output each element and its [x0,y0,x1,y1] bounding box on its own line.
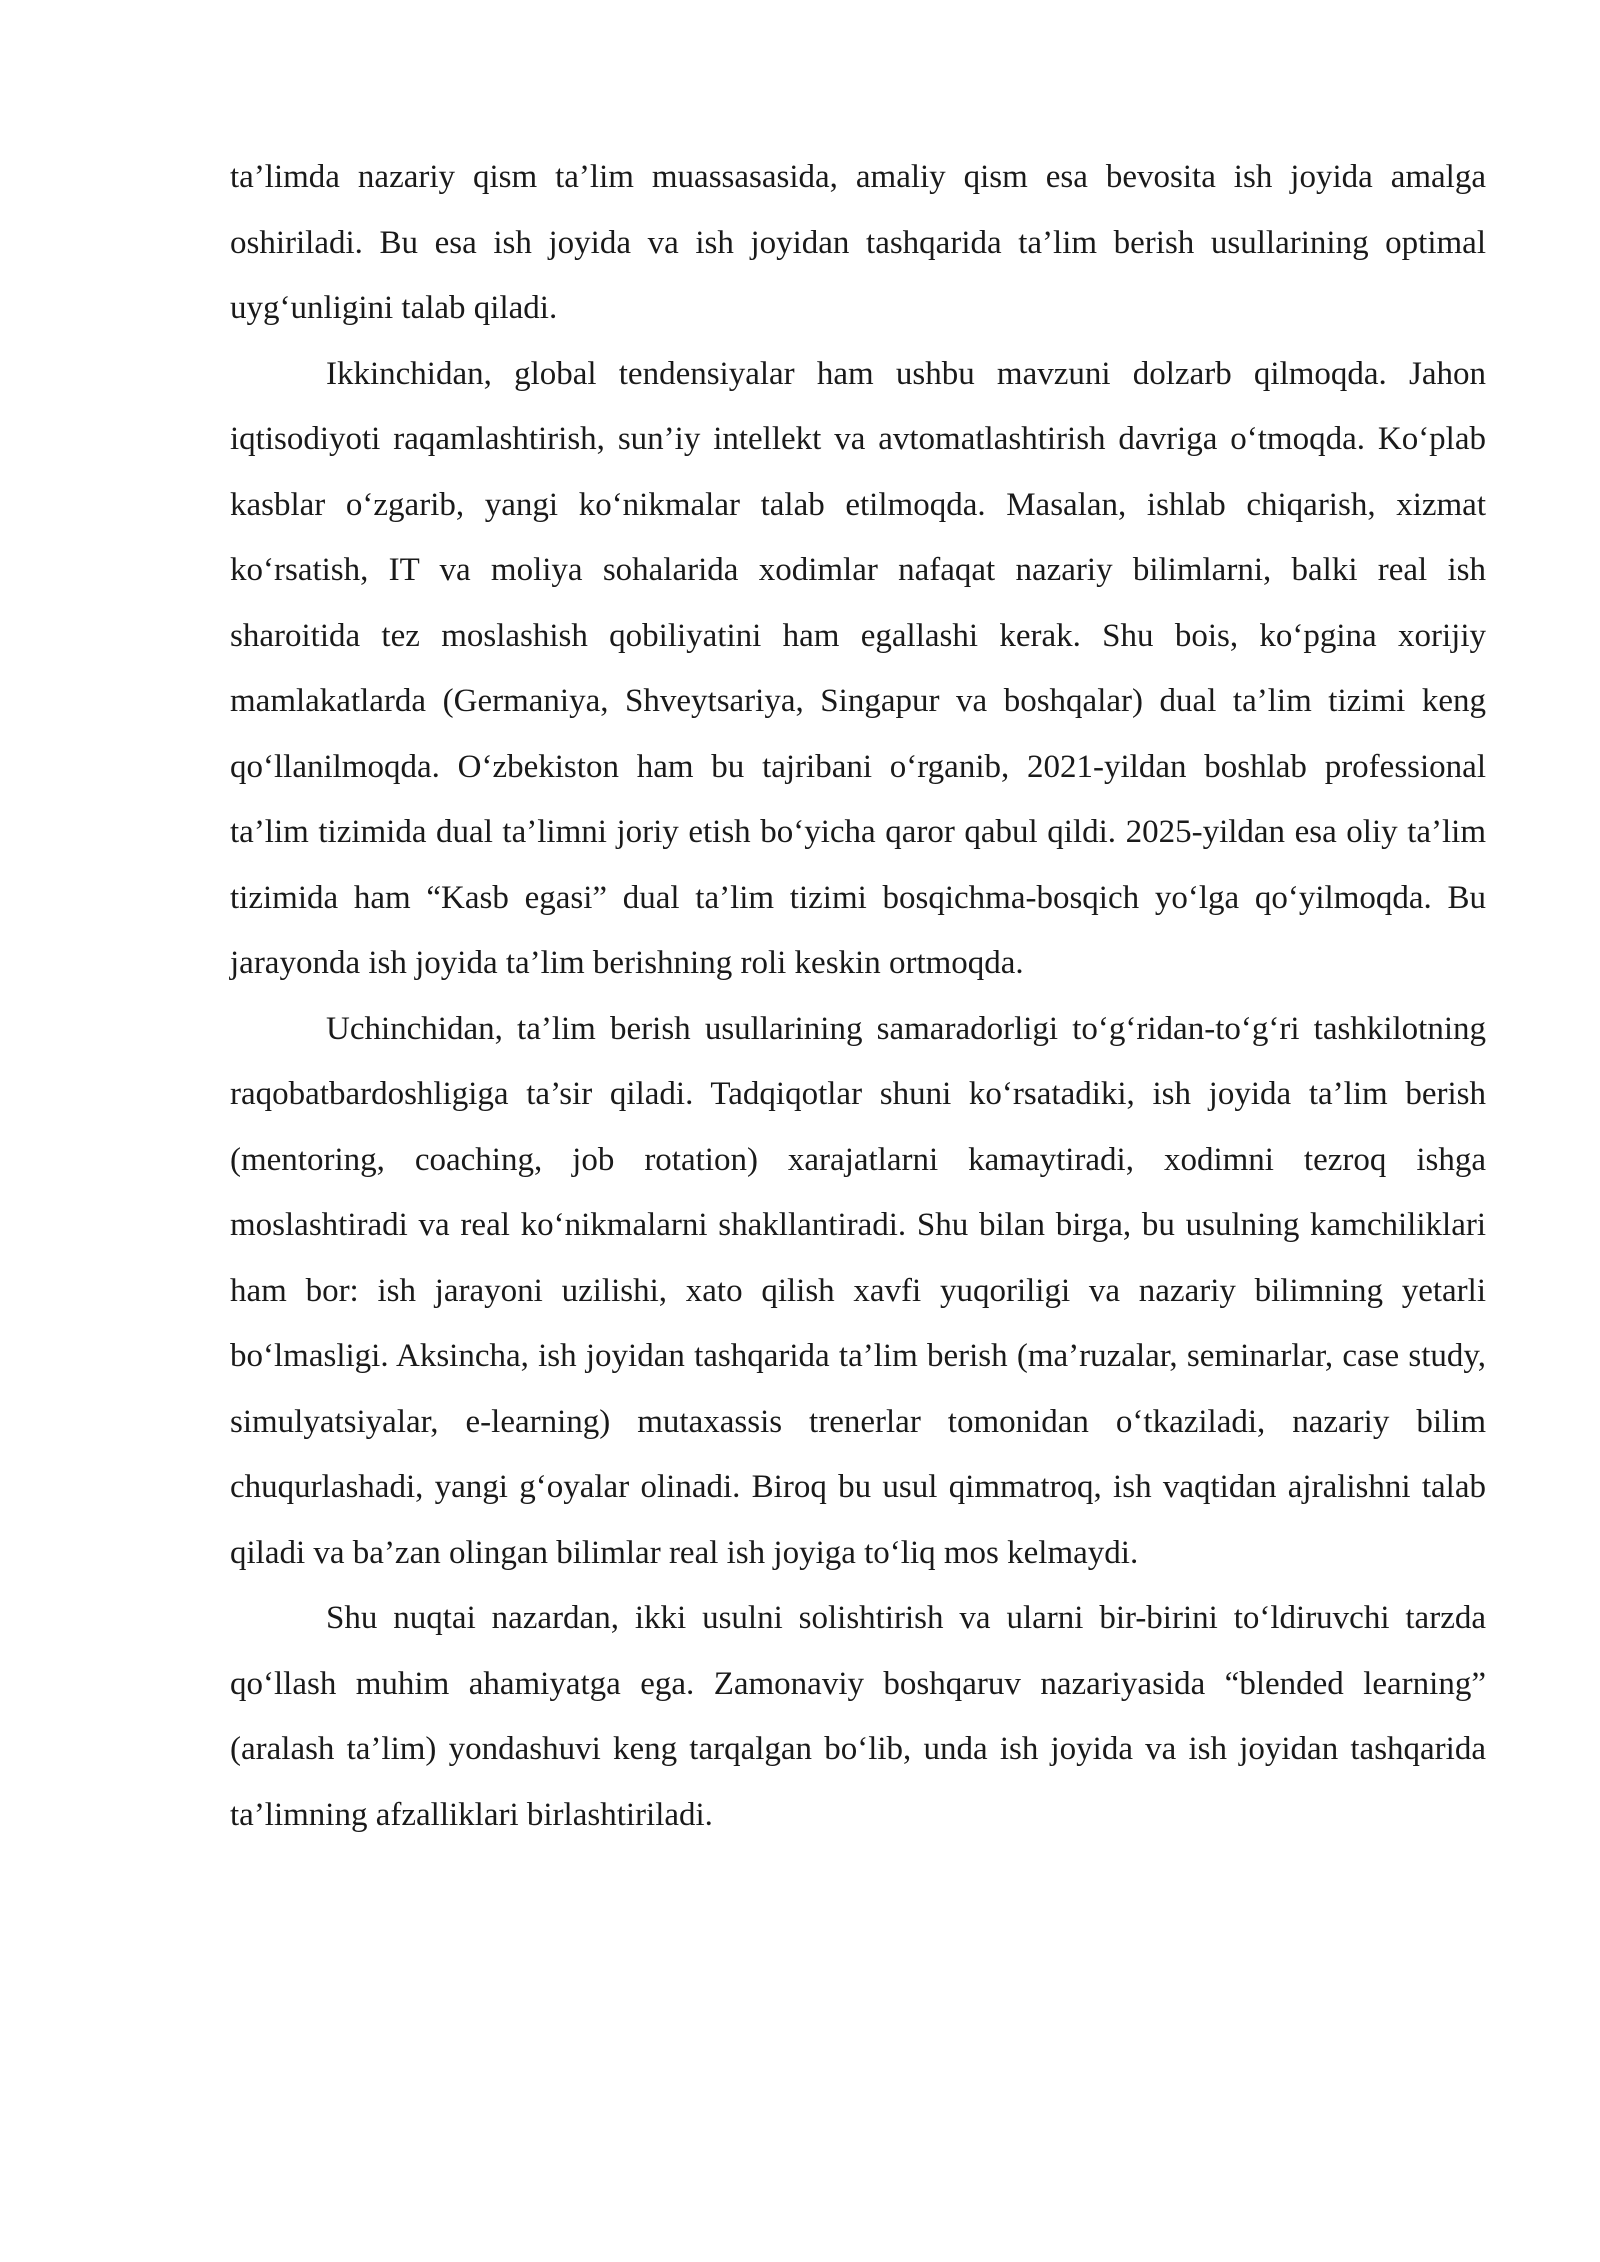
paragraph-2: Ikkinchidan, global tendensiyalar ham ushbu mavzuni dolzarb qilmoqda. Jahon iqtisodiyoti raqamlashtirish, sun’iy intellekt va avtomatlashtirish davriga o‘tmoqda. Ko‘plab kasblar o‘zgarib, yangi ko‘nikmalar talab etilmoqda. Masalan, ishlab chiqarish, xizmat ko‘rsatish, IT va moliya sohalarida xodimlar nafaqat nazariy bilimlarni, balki real ish sharoitida tez moslashish qobiliyatini ham egallashi kerak. Shu bois, ko‘pgina xorijiy mamlakatlarda (Germaniya, Shveytsariya, Singapur va boshqalar) dual ta’lim tizimi keng qo‘llanilmoqda. O‘zbekiston ham bu tajribani o‘rganib, 2021-yildan boshlab professional ta’lim tizimida dual ta’limni joriy etish bo‘yicha qaror qabul qildi. 2025-yildan esa oliy ta’lim tizimida ham “Kasb egasi” dual ta’lim tizimi bosqichma-bosqich yo‘lga qo‘yilmoqda. Bu jarayonda ish joyida ta’lim berishning roli keskin ortmoqda. [230,355,1486,981]
paragraph-3: Uchinchidan, ta’lim berish usullarining samaradorligi to‘g‘ridan-to‘g‘ri tashkilotning raqobatbardoshligiga ta’sir qiladi. Tadqiqotlar shuni ko‘rsatadiki, ish joyida ta’lim berish (mentoring, coaching, job rotation) xarajatlarni kamaytiradi, xodimni tezroq ishga moslashtiradi va real ko‘nikmalarni shakllantiradi. Shu bilan birga, bu usulning kamchiliklari ham bor: ish jarayoni uzilishi, xato qilish xavfi yuqoriligi va nazariy bilimning yetarli bo‘lmasligi. Aksincha, ish joyidan tashqarida ta’lim berish (ma’ruzalar, seminarlar, case study, simulyatsiyalar, e-learning) mutaxassis trenerlar tomonidan o‘tkaziladi, nazariy bilim chuqurlashadi, yangi g‘oyalar olinadi. Biroq bu usul qimmatroq, ish vaqtidan ajralishni talab qiladi va ba’zan olingan bilimlar real ish joyiga to‘liq mos kelmaydi. [230,1010,1486,1571]
paragraph-1: ta’limda nazariy qism ta’lim muassasasida, amaliy qism esa bevosita ish joyida amalga oshiriladi. Bu esa ish joyida va ish joyidan tashqarida ta’lim berish usullarining optimal uyg‘unligini talab qiladi. [230,159,1486,326]
body-text [230,145,1486,1848]
paragraph-4: Shu nuqtai nazardan, ikki usulni solishtirish va ularni bir-birini to‘ldiruvchi tarzda qo‘llash muhim ahamiyatga ega. Zamonaviy boshqaruv nazariyasida “blended learning” (aralash ta’lim) yondashuvi keng tarqalgan bo‘lib, unda ish joyida va ish joyidan tashqarida ta’limning afzalliklari birlashtiriladi. [230,1600,1486,1833]
